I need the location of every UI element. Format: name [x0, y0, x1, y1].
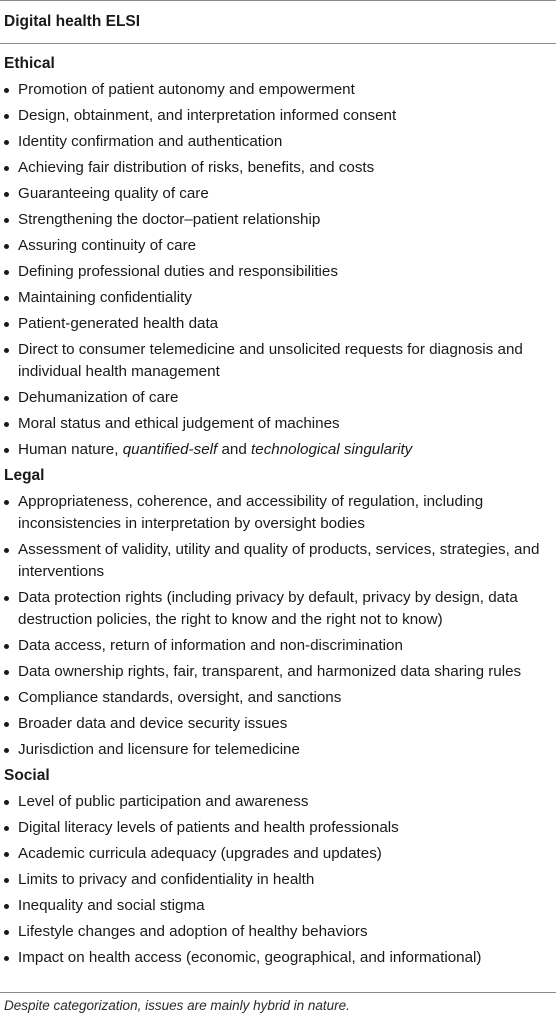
list-item: [0, 841, 556, 867]
list-item: [0, 411, 556, 437]
list-item: [0, 437, 556, 463]
table-header: [0, 0, 556, 44]
bullet-icon: [4, 644, 9, 649]
list-item-text: Jurisdiction and licensure for telemedicine: [18, 741, 300, 758]
list-item-text: Data protection rights (including privacy by default, privacy by design, data destruction policies, the right to know and the right not to know): [18, 589, 518, 628]
list-item: [0, 337, 556, 385]
section-title-ethical: Ethical: [4, 55, 55, 72]
section-title-social: Social: [4, 767, 50, 784]
section-ethical: [0, 51, 556, 463]
bullet-icon: [4, 852, 9, 857]
list-item: [0, 537, 556, 585]
list-item: [0, 77, 556, 103]
list-item: [0, 489, 556, 537]
list-item: [0, 155, 556, 181]
list-item: [0, 789, 556, 815]
bullet-icon: [4, 548, 9, 553]
bullet-icon: [4, 722, 9, 727]
list-item: [0, 385, 556, 411]
list-item: [0, 181, 556, 207]
list-item-text: Maintaining confidentiality: [18, 289, 192, 306]
section-legal: [0, 463, 556, 763]
table-bottom-rule: [0, 992, 556, 993]
legal-list: [0, 489, 556, 763]
list-item: [0, 633, 556, 659]
list-item-text: Strengthening the doctor–patient relationship: [18, 211, 321, 228]
bullet-icon: [4, 500, 9, 505]
bullet-icon: [4, 422, 9, 427]
bullet-icon: [4, 878, 9, 883]
bullet-icon: [4, 956, 9, 961]
list-item: [0, 233, 556, 259]
social-list: [0, 789, 556, 971]
section-social: [0, 763, 556, 971]
italic-term: quantified-self: [122, 441, 218, 458]
list-item-text: Inequality and social stigma: [18, 897, 205, 914]
list-item-text: Data access, return of information and non-discrimination: [18, 637, 403, 654]
bullet-icon: [4, 322, 9, 327]
list-item-text: Patient-generated health data: [18, 315, 219, 332]
list-item-text: Data ownership rights, fair, transparent, and harmonized data sharing rules: [18, 663, 522, 680]
list-item-text: and: [217, 441, 252, 458]
bullet-icon: [4, 140, 9, 145]
bullet-icon: [4, 114, 9, 119]
list-item-text: Moral status and ethical judgement of machines: [18, 415, 340, 432]
list-item-text: Assuring continuity of care: [18, 237, 197, 254]
bullet-icon: [4, 748, 9, 753]
list-item-text: Guaranteeing quality of care: [18, 185, 209, 202]
list-item: [0, 919, 556, 945]
bullet-icon: [4, 270, 9, 275]
bullet-icon: [4, 596, 9, 601]
list-item: [0, 129, 556, 155]
ethical-list: [0, 77, 556, 463]
list-item: [0, 945, 556, 971]
list-item: [0, 737, 556, 763]
bullet-icon: [4, 166, 9, 171]
bullet-icon: [4, 218, 9, 223]
list-item-text: Level of public participation and awareness: [18, 793, 309, 810]
list-item: [0, 685, 556, 711]
list-item-text: Academic curricula adequacy (upgrades and updates): [18, 845, 382, 862]
bullet-icon: [4, 244, 9, 249]
italic-term: technological singularity: [251, 441, 413, 458]
bullet-icon: [4, 192, 9, 197]
table-footnote: Despite categorization, issues are mainly hybrid in nature.: [4, 998, 350, 1013]
list-item-text: Direct to consumer telemedicine and unsolicited requests for diagnosis and individual health management: [18, 341, 523, 380]
list-item-text: Compliance standards, oversight, and sanctions: [18, 689, 342, 706]
bullet-icon: [4, 800, 9, 805]
list-item: [0, 711, 556, 737]
bullet-icon: [4, 696, 9, 701]
bullet-icon: [4, 930, 9, 935]
list-item-text: Appropriateness, coherence, and accessibility of regulation, including inconsistencies in interpretation by oversight bodies: [18, 493, 484, 532]
list-item-text: Defining professional duties and responsibilities: [18, 263, 338, 280]
list-item-text: Assessment of validity, utility and quality of products, services, strategies, and interventions: [18, 541, 540, 580]
section-title-legal: Legal: [4, 467, 45, 484]
list-item: [0, 867, 556, 893]
table-title: Digital health ELSI: [4, 13, 141, 30]
list-item-text: Dehumanization of care: [18, 389, 179, 406]
list-item: [0, 311, 556, 337]
list-item-text: Design, obtainment, and interpretation informed consent: [18, 107, 397, 124]
bullet-icon: [4, 296, 9, 301]
list-item-text: Promotion of patient autonomy and empowerment: [18, 81, 355, 98]
list-item: [0, 815, 556, 841]
list-item-text: Identity confirmation and authentication: [18, 133, 283, 150]
list-item-text: Impact on health access (economic, geographical, and informational): [18, 949, 482, 966]
list-item: [0, 285, 556, 311]
list-item-text: Digital literacy levels of patients and health professionals: [18, 819, 399, 836]
bullet-icon: [4, 88, 9, 93]
bullet-icon: [4, 826, 9, 831]
list-item: [0, 893, 556, 919]
bullet-icon: [4, 396, 9, 401]
list-item-text: Achieving fair distribution of risks, benefits, and costs: [18, 159, 375, 176]
list-item-text: Lifestyle changes and adoption of healthy behaviors: [18, 923, 368, 940]
list-item: [0, 585, 556, 633]
list-item-text: Limits to privacy and confidentiality in health: [18, 871, 315, 888]
bullet-icon: [4, 448, 9, 453]
list-item: [0, 259, 556, 285]
list-item: [0, 207, 556, 233]
list-item: [0, 103, 556, 129]
list-item-text: Human nature,: [18, 441, 123, 458]
bullet-icon: [4, 348, 9, 353]
bullet-icon: [4, 670, 9, 675]
bullet-icon: [4, 904, 9, 909]
list-item: [0, 659, 556, 685]
list-item-text: Broader data and device security issues: [18, 715, 288, 732]
